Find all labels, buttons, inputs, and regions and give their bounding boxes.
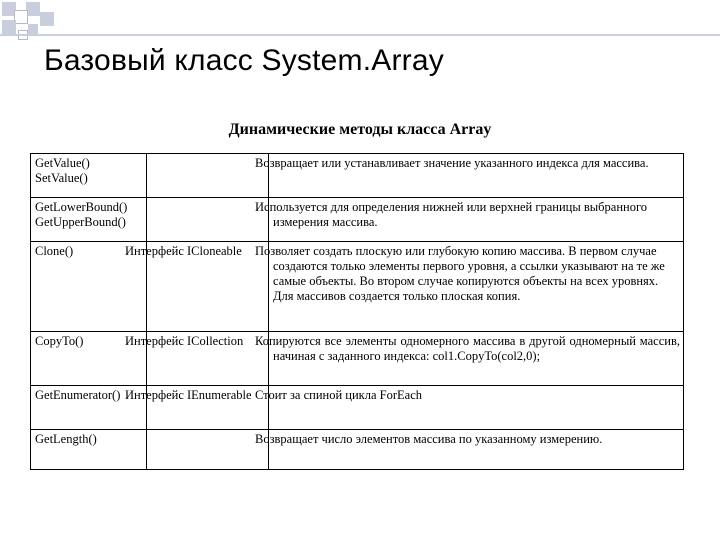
method-name: GetValue() — [35, 156, 90, 170]
interface-cell — [147, 198, 269, 242]
title-rule — [0, 34, 720, 36]
description-cell: Стоит за спиной цикла ForEach — [269, 386, 684, 430]
decor-square — [2, 20, 16, 34]
table-row — [31, 332, 684, 386]
method-name: GetEnumerator() — [35, 388, 121, 402]
decor-square — [40, 12, 54, 26]
table-row — [31, 430, 684, 470]
decor-square — [28, 24, 38, 34]
method-name: GetLowerBound() — [35, 200, 128, 214]
table-row — [31, 198, 684, 242]
interface-cell: Интерфейс ICollection — [147, 332, 269, 386]
interface-cell — [147, 430, 269, 470]
description-cell: Возвращает число элементов массива по указанному измерению. — [269, 430, 684, 470]
method-cell — [31, 154, 147, 198]
method-name: GetUpperBound() — [35, 215, 126, 229]
method-cell — [31, 198, 147, 242]
method-name: SetValue() — [35, 171, 88, 185]
description-cell: Используется для определения нижней или верхней границы выбранного измерения массива. — [269, 198, 684, 242]
methods-table — [30, 153, 684, 470]
interface-cell: Интерфейс IEnumerable — [147, 386, 269, 430]
method-cell — [31, 430, 147, 470]
description-cell: Копируются все элементы одномерного массива в другой одномерный массив, начиная с заданного индекса: col1.CopyTo(col2,0); — [269, 332, 684, 386]
method-name: GetLength() — [35, 432, 97, 446]
interface-cell: Интерфейс ICloneable — [147, 242, 269, 332]
method-name: Clone() — [35, 244, 74, 258]
decor-square — [26, 2, 40, 16]
table-row — [31, 386, 684, 430]
method-name: CopyTo() — [35, 334, 84, 348]
table-row — [31, 242, 684, 332]
description-cell: Позволяет создать плоскую или глубокую копию массива. В первом случае создаются только элементы первого уровня, а ссылки указывают на те же самые объекты. Во втором случае копируются объекты на всех уровнях. Для массивов создается только плоская копия. — [269, 242, 684, 332]
description-cell: Возвращает или устанавливает значение указанного индекса для массива. — [269, 154, 684, 198]
table-row — [31, 154, 684, 198]
interface-cell — [147, 154, 269, 198]
decor-square — [14, 10, 28, 24]
slide-title: Базовый класс System.Array — [44, 44, 444, 77]
table-caption: Динамические методы класса Array — [228, 121, 492, 138]
